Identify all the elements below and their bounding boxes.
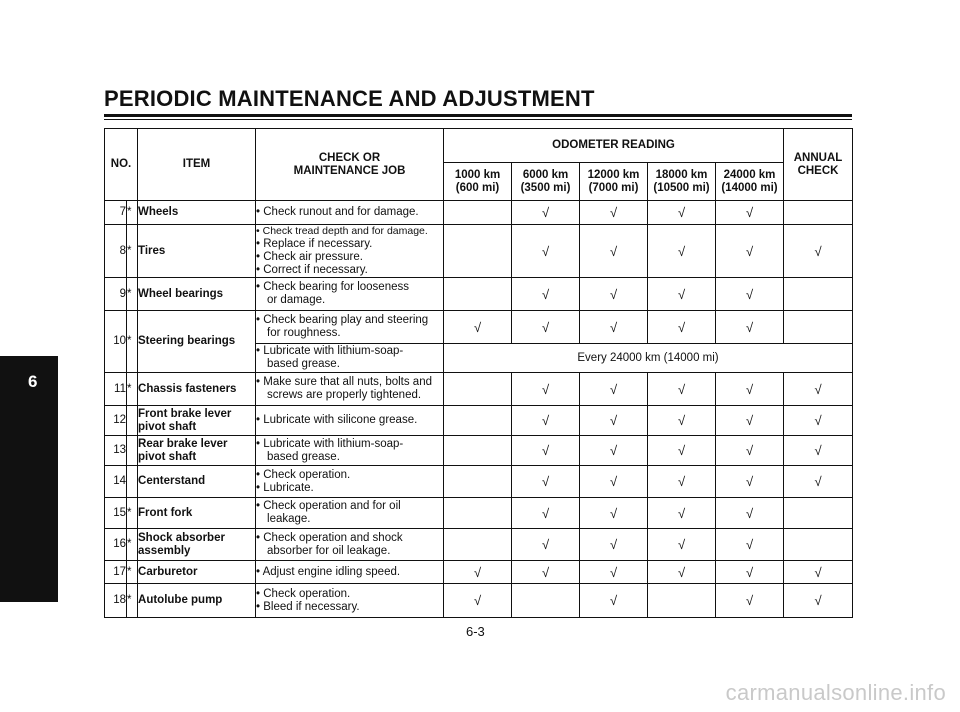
row-item: Wheels xyxy=(138,201,256,225)
row-number: 8 xyxy=(105,225,127,278)
check-mark: √ xyxy=(716,584,784,618)
empty-cell xyxy=(784,201,853,225)
job-line: • Adjust engine idling speed. xyxy=(256,565,401,578)
chapter-number: 6 xyxy=(28,372,38,391)
check-mark: √ xyxy=(444,561,512,584)
header-no: NO. xyxy=(105,129,138,201)
table-row xyxy=(105,498,853,529)
job-line: • Lubricate with silicone grease. xyxy=(256,414,418,426)
check-mark: √ xyxy=(716,561,784,584)
check-mark: √ xyxy=(580,561,648,584)
header-annual-line1: ANNUAL xyxy=(793,151,843,164)
job-line: based grease. xyxy=(267,450,340,463)
check-mark: √ xyxy=(716,406,784,436)
check-mark: √ xyxy=(716,225,784,278)
row-number: 10 xyxy=(105,311,127,373)
check-mark: √ xyxy=(580,278,648,311)
row-item: Centerstand xyxy=(138,466,256,498)
check-mark: √ xyxy=(784,373,853,406)
job-line: • Check operation and shock xyxy=(256,531,403,544)
check-mark: √ xyxy=(512,201,580,225)
job-line: • Replace if necessary. xyxy=(256,238,373,250)
empty-cell xyxy=(444,406,512,436)
interval-km: 24000 km xyxy=(723,168,776,181)
row-item: Front fork xyxy=(138,498,256,529)
job-line: • Check air pressure. xyxy=(256,251,363,263)
job-line: • Correct if necessary. xyxy=(256,264,368,276)
check-mark: √ xyxy=(512,311,580,344)
table-row xyxy=(105,373,853,406)
header-job xyxy=(256,129,444,201)
check-mark: √ xyxy=(580,466,648,498)
job-line: • Lubricate. xyxy=(256,481,314,494)
watermark: carmanualsonline.info xyxy=(725,680,946,705)
empty-cell xyxy=(784,311,853,344)
row-item: Autolube pump xyxy=(138,584,256,618)
asterisk: * xyxy=(127,225,138,278)
header-job-line1: CHECK OR xyxy=(318,151,381,164)
header-odometer: ODOMETER READING xyxy=(444,129,784,163)
page-title: PERIODIC MAINTENANCE AND ADJUSTMENT xyxy=(104,86,595,111)
job-line: • Make sure that all nuts, bolts and xyxy=(256,376,432,388)
row-item: Wheel bearings xyxy=(138,278,256,311)
row-number: 13 xyxy=(105,436,127,466)
job-line: • Check operation. xyxy=(256,587,351,600)
empty-cell xyxy=(784,278,853,311)
check-mark: √ xyxy=(716,373,784,406)
row-job xyxy=(256,498,444,529)
check-mark: √ xyxy=(512,278,580,311)
check-mark: √ xyxy=(648,201,716,225)
row-number: 15 xyxy=(105,498,127,529)
interval-mi: (3500 mi) xyxy=(520,181,571,194)
check-mark: √ xyxy=(580,373,648,406)
empty-cell xyxy=(444,201,512,225)
row-number: 14 xyxy=(105,466,127,498)
job-line: screws are properly tightened. xyxy=(267,389,422,401)
row-job xyxy=(256,373,444,406)
interval-mi: (600 mi) xyxy=(455,181,500,194)
check-mark: √ xyxy=(444,311,512,344)
table-row xyxy=(105,278,853,311)
check-mark: √ xyxy=(512,561,580,584)
interval-note: Every 24000 km (14000 mi) xyxy=(444,344,853,373)
check-mark: √ xyxy=(716,311,784,344)
row-number: 11 xyxy=(105,373,127,406)
row-job xyxy=(256,225,444,278)
check-mark: √ xyxy=(580,201,648,225)
check-mark: √ xyxy=(648,466,716,498)
check-mark: √ xyxy=(716,466,784,498)
empty-cell xyxy=(648,584,716,618)
check-mark: √ xyxy=(784,584,853,618)
empty-cell xyxy=(784,529,853,561)
row-job xyxy=(256,311,444,344)
item-line: Front brake lever xyxy=(138,407,232,420)
job-line: • Lubricate with lithium-soap- xyxy=(256,437,404,450)
asterisk: * xyxy=(127,584,138,618)
row-job xyxy=(256,561,444,584)
empty-cell xyxy=(444,278,512,311)
job-line: • Lubricate with lithium-soap- xyxy=(256,345,404,357)
check-mark: √ xyxy=(580,584,648,618)
check-mark: √ xyxy=(444,584,512,618)
item-line: pivot shaft xyxy=(138,420,197,433)
item-line: assembly xyxy=(138,544,191,557)
check-mark: √ xyxy=(648,278,716,311)
check-mark: √ xyxy=(784,466,853,498)
table-row xyxy=(105,311,853,344)
chapter-tab xyxy=(0,356,58,602)
row-item xyxy=(138,436,256,466)
row-job xyxy=(256,584,444,618)
job-line: • Check runout and for damage. xyxy=(256,206,419,218)
job-line: for roughness. xyxy=(267,327,341,339)
check-mark: √ xyxy=(716,498,784,529)
row-number: 12 xyxy=(105,406,127,436)
asterisk: * xyxy=(127,311,138,373)
row-job xyxy=(256,406,444,436)
row-number: 16 xyxy=(105,529,127,561)
check-mark: √ xyxy=(580,406,648,436)
empty-cell xyxy=(444,373,512,406)
check-mark: √ xyxy=(512,373,580,406)
check-mark: √ xyxy=(580,225,648,278)
table-row xyxy=(105,201,853,225)
check-mark: √ xyxy=(648,436,716,466)
check-mark: √ xyxy=(512,466,580,498)
item-line: Rear brake lever xyxy=(138,437,228,450)
interval-km: 12000 km xyxy=(587,168,640,181)
asterisk: * xyxy=(127,201,138,225)
asterisk xyxy=(127,406,138,436)
check-mark: √ xyxy=(648,373,716,406)
job-line: based grease. xyxy=(267,358,340,370)
job-line: • Check bearing for looseness xyxy=(256,281,409,293)
check-mark: √ xyxy=(580,311,648,344)
header-interval xyxy=(512,163,580,201)
check-mark: √ xyxy=(512,406,580,436)
empty-cell xyxy=(444,498,512,529)
check-mark: √ xyxy=(648,311,716,344)
asterisk: * xyxy=(127,498,138,529)
check-mark: √ xyxy=(716,529,784,561)
empty-cell xyxy=(444,529,512,561)
job-line: • Check bearing play and steering xyxy=(256,314,429,326)
item-line: Shock absorber xyxy=(138,531,225,544)
empty-cell xyxy=(784,498,853,529)
interval-mi: (14000 mi) xyxy=(721,181,778,194)
header-item: ITEM xyxy=(138,129,256,201)
asterisk: * xyxy=(127,278,138,311)
interval-mi: (10500 mi) xyxy=(653,181,710,194)
check-mark: √ xyxy=(580,498,648,529)
header-interval xyxy=(648,163,716,201)
check-mark: √ xyxy=(716,278,784,311)
empty-cell xyxy=(444,225,512,278)
row-item xyxy=(138,406,256,436)
title-rule xyxy=(104,114,852,117)
row-item xyxy=(138,529,256,561)
table-row xyxy=(105,436,853,466)
table-row xyxy=(105,584,853,618)
interval-km: 18000 km xyxy=(655,168,708,181)
check-mark: √ xyxy=(716,436,784,466)
header-interval xyxy=(444,163,512,201)
check-mark: √ xyxy=(648,498,716,529)
row-item: Chassis fasteners xyxy=(138,373,256,406)
table-row xyxy=(105,406,853,436)
check-mark: √ xyxy=(512,498,580,529)
header-interval xyxy=(716,163,784,201)
job-line: • Check tread depth and for damage. xyxy=(256,225,428,237)
row-job xyxy=(256,436,444,466)
row-number: 9 xyxy=(105,278,127,311)
row-number: 7 xyxy=(105,201,127,225)
header-interval xyxy=(580,163,648,201)
row-item: Steering bearings xyxy=(138,311,256,373)
check-mark: √ xyxy=(784,406,853,436)
asterisk: * xyxy=(127,373,138,406)
job-line: leakage. xyxy=(267,513,311,525)
check-mark: √ xyxy=(512,529,580,561)
table-row xyxy=(105,225,853,278)
maintenance-table xyxy=(104,128,853,618)
empty-cell xyxy=(512,584,580,618)
row-job xyxy=(256,466,444,498)
header-annual-line2: CHECK xyxy=(797,164,839,177)
check-mark: √ xyxy=(512,436,580,466)
row-number: 18 xyxy=(105,584,127,618)
header-annual xyxy=(784,129,853,201)
check-mark: √ xyxy=(580,436,648,466)
row-number: 17 xyxy=(105,561,127,584)
row-job xyxy=(256,529,444,561)
interval-mi: (7000 mi) xyxy=(588,181,639,194)
asterisk: * xyxy=(127,561,138,584)
empty-cell xyxy=(444,466,512,498)
check-mark: √ xyxy=(716,201,784,225)
check-mark: √ xyxy=(648,406,716,436)
header-job-line2: MAINTENANCE JOB xyxy=(293,164,406,177)
asterisk xyxy=(127,466,138,498)
check-mark: √ xyxy=(648,225,716,278)
check-mark: √ xyxy=(512,225,580,278)
job-line: • Check operation and for oil xyxy=(256,500,401,512)
job-line: • Bleed if necessary. xyxy=(256,600,360,613)
check-mark: √ xyxy=(784,561,853,584)
check-mark: √ xyxy=(784,225,853,278)
job-line: • Check operation. xyxy=(256,468,351,481)
row-job xyxy=(256,344,444,373)
asterisk: * xyxy=(127,529,138,561)
table-row xyxy=(105,561,853,584)
row-item: Tires xyxy=(138,225,256,278)
check-mark: √ xyxy=(580,529,648,561)
check-mark: √ xyxy=(648,529,716,561)
check-mark: √ xyxy=(784,436,853,466)
job-line: absorber for oil leakage. xyxy=(267,544,391,557)
row-item: Carburetor xyxy=(138,561,256,584)
row-job xyxy=(256,278,444,311)
item-line: pivot shaft xyxy=(138,450,197,463)
asterisk xyxy=(127,436,138,466)
page-number: 6-3 xyxy=(466,624,485,639)
interval-km: 6000 km xyxy=(522,168,569,181)
job-line: or damage. xyxy=(267,294,326,306)
empty-cell xyxy=(444,436,512,466)
table-row xyxy=(105,466,853,498)
row-job xyxy=(256,201,444,225)
title-rule-thin xyxy=(104,119,852,120)
interval-km: 1000 km xyxy=(454,168,501,181)
table-row xyxy=(105,529,853,561)
check-mark: √ xyxy=(648,561,716,584)
